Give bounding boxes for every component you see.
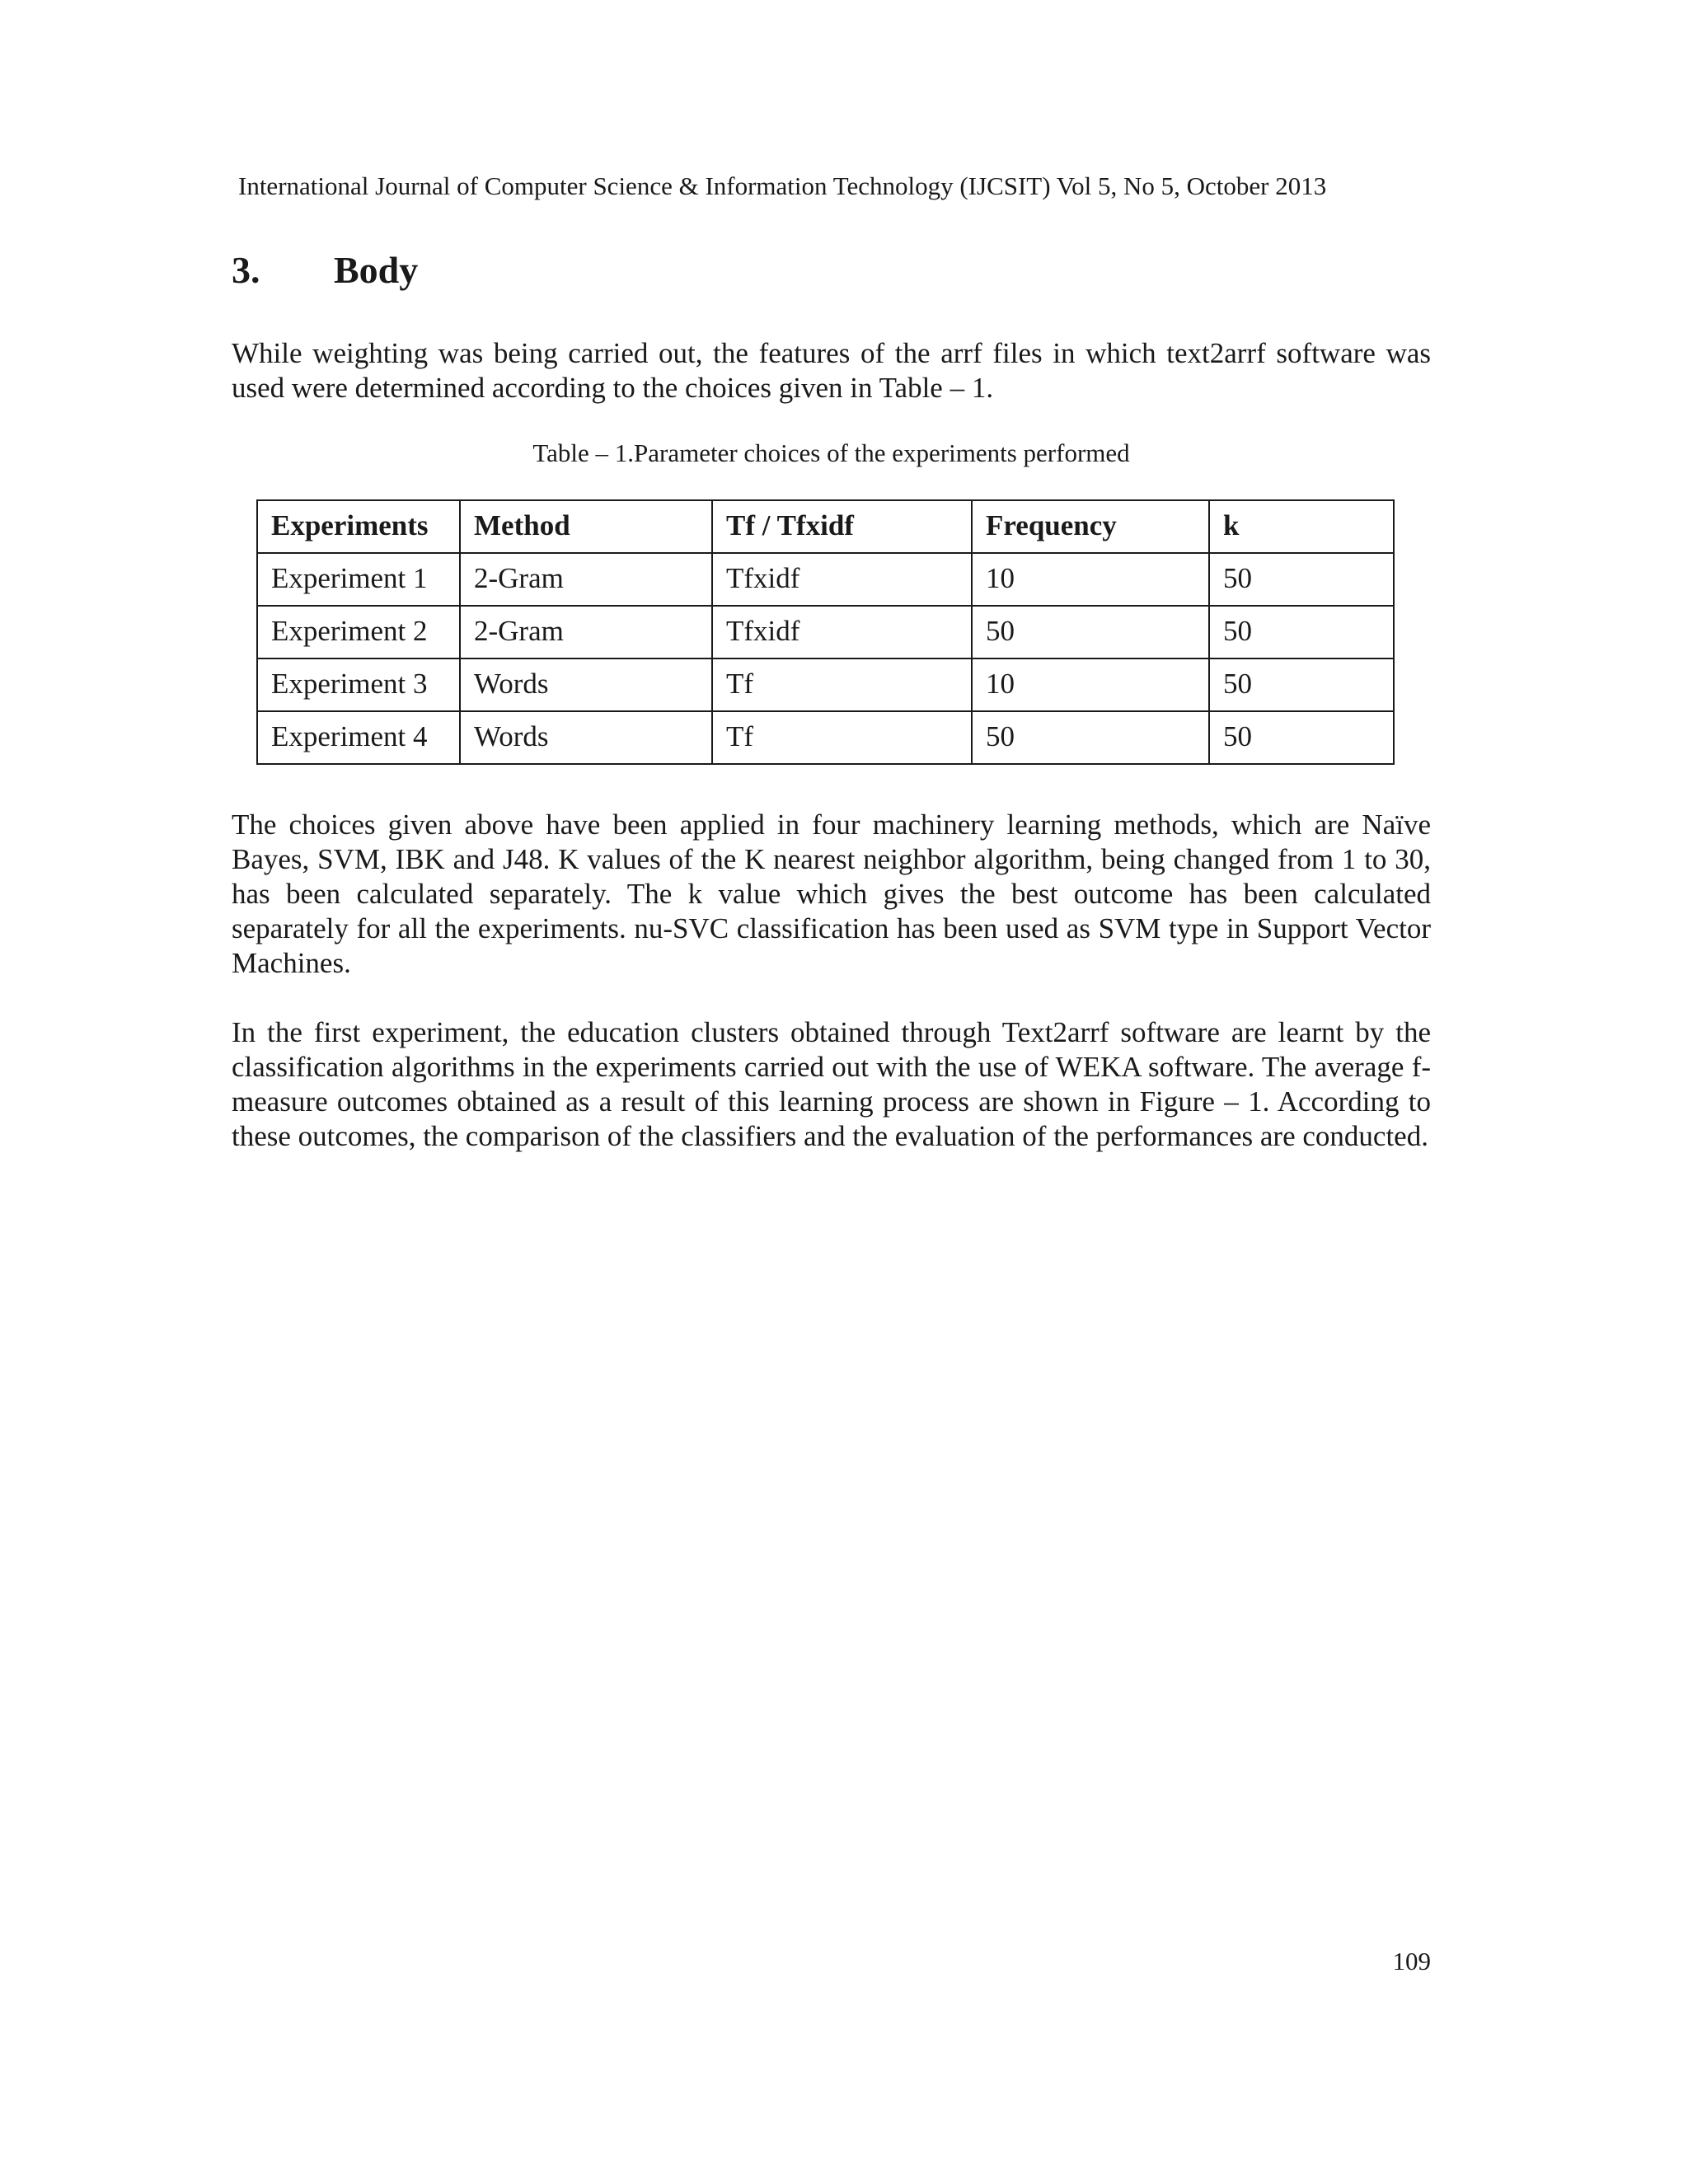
section-number: 3. — [232, 249, 260, 291]
parameter-table — [256, 499, 1395, 765]
table-cell: 50 — [1209, 553, 1394, 606]
table-caption: Table – 1.Parameter choices of the experiments performed — [532, 438, 1130, 467]
table-cell: 50 — [972, 711, 1209, 764]
body-paragraph: The choices given above have been applied in four machinery learning methods, which are Naïve Bayes, SVM, IBK and J48. K values of the K nearest neighbor algorithm, being changed from 1 to 30, has been calculated separately. The k value which gives the best outcome has been calculated separately for all the experiments. nu-SVC classification has been used as SVM type in Support Vector Machines. — [232, 808, 1431, 979]
table-cell: Words — [460, 658, 712, 711]
table-cell: Tfxidf — [712, 606, 972, 658]
table-cell: Tf — [712, 658, 972, 711]
column-header: Tf / Tfxidf — [712, 500, 972, 553]
section-heading — [232, 246, 418, 295]
table-header-row — [257, 500, 1394, 553]
body-paragraph: In the first experiment, the education clusters obtained through Text2arrf software are learnt by the classification algorithms in the experiments carried out with the use of WEKA software. The average f-measure outcomes obtained as a result of this learning process are shown in Figure – 1. According to these outcomes, the comparison of the classifiers and the evaluation of the performances are conducted. — [232, 1016, 1431, 1152]
table-row — [257, 711, 1394, 764]
table-cell: Tfxidf — [712, 553, 972, 606]
table-row — [257, 553, 1394, 606]
table-cell: Words — [460, 711, 712, 764]
running-header: International Journal of Computer Science & Information Technology (IJCSIT) Vol 5, No 5, October 2013 — [238, 171, 1327, 200]
column-header: Frequency — [972, 500, 1209, 553]
table-cell: Experiment 3 — [257, 658, 460, 711]
table-row — [257, 606, 1394, 658]
table-cell: 2-Gram — [460, 553, 712, 606]
table-cell: 50 — [972, 606, 1209, 658]
table-cell: 2-Gram — [460, 606, 712, 658]
table-cell: 10 — [972, 658, 1209, 711]
section-title: Body — [334, 249, 419, 291]
table-cell: Tf — [712, 711, 972, 764]
table-row — [257, 658, 1394, 711]
page-number: 109 — [1392, 1947, 1431, 1975]
table-cell: 50 — [1209, 658, 1394, 711]
table-cell: Experiment 2 — [257, 606, 460, 658]
table-cell: 50 — [1209, 711, 1394, 764]
table-cell: 10 — [972, 553, 1209, 606]
table-cell: Experiment 4 — [257, 711, 460, 764]
column-header: Method — [460, 500, 712, 553]
table-cell: 50 — [1209, 606, 1394, 658]
column-header: Experiments — [257, 500, 460, 553]
table-cell: Experiment 1 — [257, 553, 460, 606]
body-paragraph: While weighting was being carried out, the features of the arrf files in which text2arrf software was used were determined according to the choices given in Table – 1. — [232, 337, 1431, 404]
column-header: k — [1209, 500, 1394, 553]
